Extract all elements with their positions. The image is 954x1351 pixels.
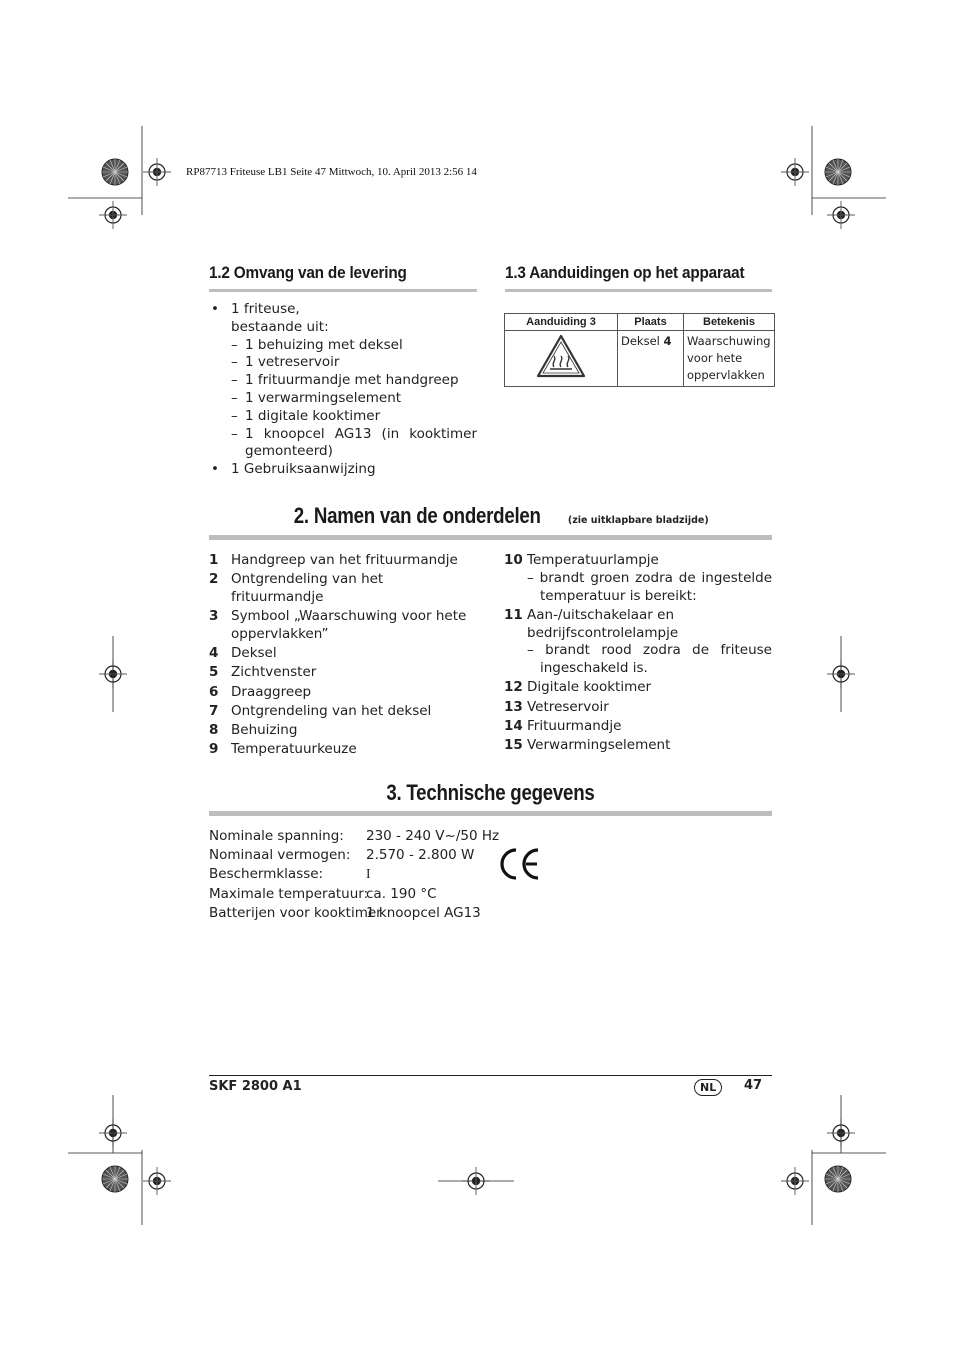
part-number: 13 <box>504 698 523 715</box>
part-number: 7 <box>209 702 219 719</box>
list-bullet: – <box>231 372 238 389</box>
part-label: Temperatuurlampje <box>527 552 659 568</box>
part-detail: temperatuur is bereikt: <box>540 587 697 604</box>
list-text: 1 digitale kooktimer <box>245 407 381 424</box>
parts-list-left <box>209 552 479 760</box>
part-label: oppervlakken” <box>231 625 329 642</box>
part-item <box>209 741 479 759</box>
part-item <box>209 552 479 570</box>
part-item <box>209 645 479 663</box>
part-label: Frituurmandje <box>527 717 622 734</box>
part-label: Symbool „Waarschuwing voor hete <box>231 608 467 625</box>
part-item <box>504 607 772 678</box>
part-number: 8 <box>209 721 219 738</box>
part-number: 10 <box>504 552 523 568</box>
list-item <box>209 408 477 426</box>
list-text: 1 vetreservoir <box>245 354 340 371</box>
section-rule <box>209 535 772 540</box>
part-number: 12 <box>504 679 523 696</box>
part-label: Deksel <box>231 645 277 662</box>
list-text: 1 friteuse, <box>231 301 300 317</box>
part-label: Vetreservoir <box>527 698 609 715</box>
ce-mark-icon <box>496 846 540 882</box>
spec-value: ca. 190 °C <box>366 886 437 902</box>
table-header: Aanduiding 3 <box>505 314 618 331</box>
part-item <box>504 679 772 697</box>
section-rule <box>505 289 772 292</box>
delivery-list <box>209 301 477 479</box>
footer-model: SKF 2800 A1 <box>209 1079 302 1094</box>
list-item <box>209 301 477 319</box>
list-text: 1 frituurmandje met handgreep <box>245 372 459 389</box>
page-number: 47 <box>744 1078 763 1093</box>
footer-rule <box>209 1075 772 1076</box>
list-text: 1 behuizing met deksel <box>245 336 403 353</box>
part-label: Ontgrendeling van het deksel <box>231 702 432 719</box>
table-cell-plaats: Deksel 4 <box>618 331 684 387</box>
section-title: 3. Technische gegevens <box>386 780 595 805</box>
part-number: 2 <box>209 571 219 588</box>
list-bullet: – <box>231 389 238 406</box>
list-bullet: – <box>231 354 238 371</box>
hot-surface-warning-icon <box>535 333 587 379</box>
part-item <box>209 703 479 721</box>
list-item <box>209 426 477 444</box>
table-header: Betekenis <box>684 314 775 331</box>
part-label: Verwarmingselement <box>527 736 671 753</box>
part-item <box>504 718 772 736</box>
spec-value: 2.570 - 2.800 W <box>366 847 475 863</box>
part-label: Digitale kooktimer <box>527 679 652 696</box>
part-number: 14 <box>504 717 523 734</box>
part-item <box>209 571 479 607</box>
table-cell-betekenis: Waarschuwing voor hete oppervlakken <box>684 331 775 387</box>
list-item <box>209 372 477 390</box>
part-label: bedrijfscontrolelampje <box>527 624 679 641</box>
table-cell-symbol <box>505 331 618 387</box>
list-bullet: • <box>211 461 219 478</box>
part-item <box>209 664 479 682</box>
section-heading-2 <box>209 503 772 529</box>
part-item <box>504 737 772 755</box>
part-detail: – brandt groen zodra de ingestelde <box>527 569 772 586</box>
list-bullet: – <box>231 336 238 353</box>
list-item <box>209 461 477 479</box>
part-number: 9 <box>209 741 219 758</box>
part-number: 11 <box>504 606 523 623</box>
list-item <box>209 319 477 337</box>
list-item <box>209 443 477 461</box>
list-bullet: – <box>231 407 238 424</box>
part-item <box>209 684 479 702</box>
part-number: 6 <box>209 683 219 700</box>
list-item <box>209 337 477 355</box>
part-label: Draaggreep <box>231 683 312 700</box>
list-text: 1 verwarmingselement <box>245 389 402 406</box>
table-header: Plaats <box>618 314 684 331</box>
spec-value: I <box>366 866 371 881</box>
list-bullet: – <box>231 425 238 442</box>
part-item <box>209 608 479 644</box>
print-slug-header: RP87713 Friteuse LB1 Seite 47 Mittwoch, 10. April 2013 2:56 14 <box>186 166 477 178</box>
section-title: 2. Namen van de onderdelen <box>294 503 542 528</box>
section-note: (zie uitklapbare bladzijde) <box>567 515 709 526</box>
part-detail: ingeschakeld is. <box>540 660 648 677</box>
spec-label: Beschermklasse: <box>209 866 324 882</box>
part-item <box>504 699 772 717</box>
part-label: Zichtvenster <box>231 664 317 681</box>
part-item <box>504 552 772 605</box>
list-item <box>209 390 477 408</box>
language-badge: NL <box>694 1079 722 1096</box>
part-number: 15 <box>504 736 523 753</box>
section-heading-1-3: 1.3 Aanduidingen op het apparaat <box>505 263 745 282</box>
section-rule <box>209 811 772 816</box>
list-bullet: • <box>211 301 219 317</box>
part-number: 4 <box>209 645 219 662</box>
spec-value: 230 - 240 V~/50 Hz <box>366 828 500 844</box>
spec-label: Maximale temperatuur: <box>209 886 369 902</box>
part-number: 5 <box>209 664 219 681</box>
spec-label: Nominale spanning: <box>209 828 344 844</box>
part-label: Aan-/uitschakelaar en <box>527 606 675 623</box>
section-heading-1-2: 1.2 Omvang van de levering <box>209 263 407 282</box>
part-label: Handgreep van het frituurmandje <box>231 552 458 568</box>
spec-label: Batterijen voor kooktimer <box>209 905 382 921</box>
part-number: 3 <box>209 608 219 625</box>
section-heading-3 <box>209 780 772 806</box>
parts-list-right <box>504 552 772 756</box>
section-rule <box>209 289 477 292</box>
part-label: Temperatuurkeuze <box>231 741 357 758</box>
part-item <box>209 722 479 740</box>
part-label: Behuizing <box>231 721 298 738</box>
spec-label: Nominaal vermogen: <box>209 847 351 863</box>
list-text: 1 Gebruiksaanwijzing <box>231 461 376 478</box>
part-number: 1 <box>209 552 219 568</box>
list-text: gemonteerd) <box>245 443 333 460</box>
ce-mark <box>496 846 540 886</box>
list-text: bestaande uit: <box>231 318 329 335</box>
part-detail: – brandt rood zodra de friteuse <box>527 642 772 659</box>
part-label: Ontgrendeling van het frituurmandje <box>231 571 384 605</box>
symbols-table <box>504 313 775 387</box>
spec-value: 1 knoopcel AG13 <box>366 905 481 921</box>
list-item <box>209 354 477 372</box>
list-text: 1 knoopcel AG13 (in kooktimer <box>245 425 477 442</box>
